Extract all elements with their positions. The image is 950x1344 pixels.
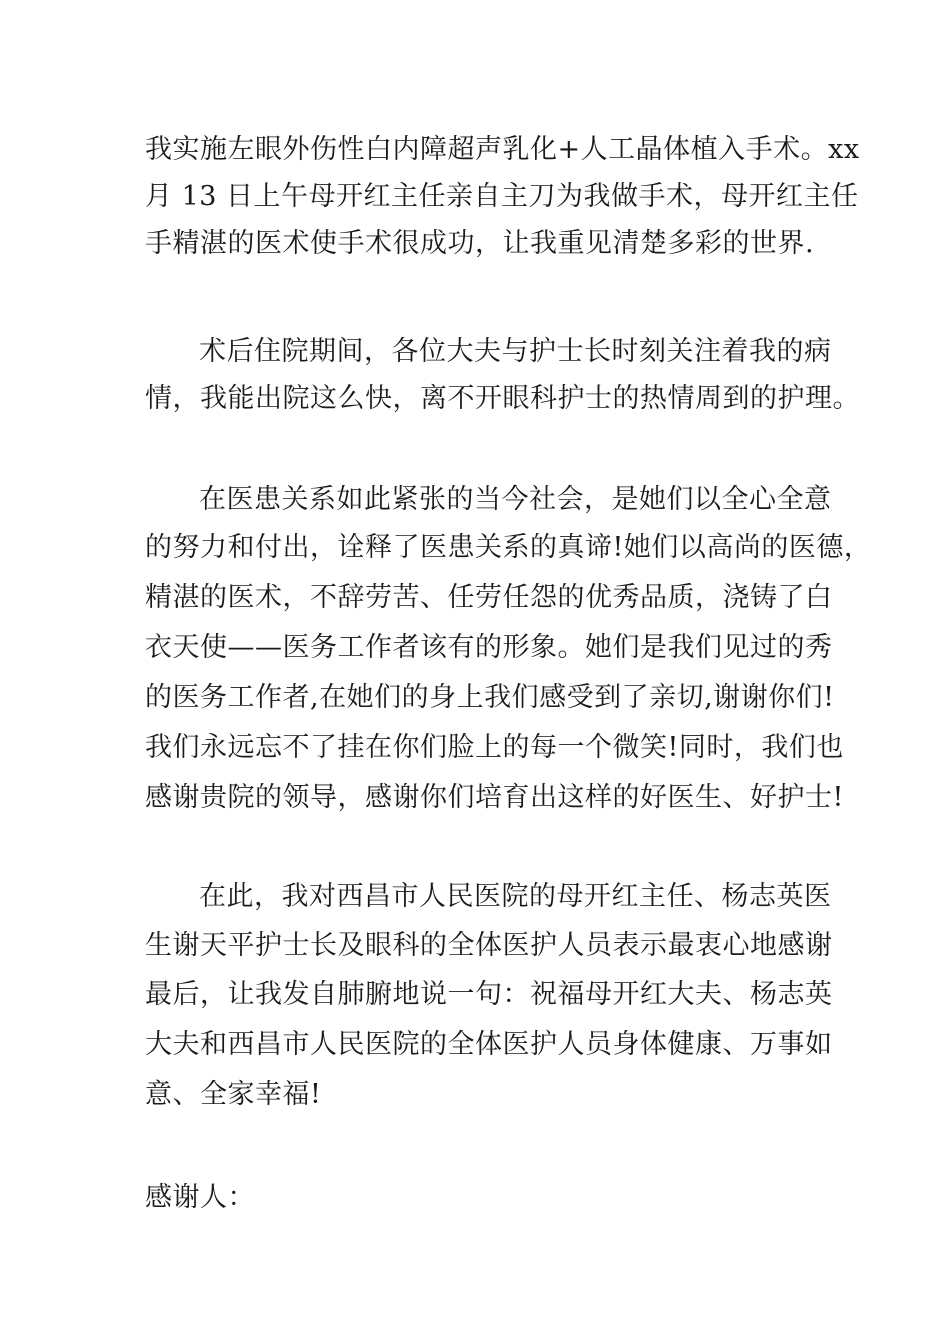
paragraph-3-line-2: 的努力和付出，诠释了医患关系的真谛!她们以高尚的医德，	[145, 532, 872, 563]
paragraph-1-line-1: 我实施左眼外伤性白内障超声乳化+人工晶体植入手术。xx	[145, 134, 860, 165]
paragraph-1-line-2: 月 13 日上午母开红主任亲自主刀为我做手术，母开红主任	[145, 181, 859, 212]
signature-label: 感谢人：	[145, 1182, 255, 1213]
paragraph-1-line-3: 手精湛的医术使手术很成功，让我重见清楚多彩的世界.	[145, 228, 815, 259]
paragraph-4-line-1: 在此，我对西昌市人民医院的母开红主任、杨志英医	[199, 881, 832, 912]
paragraph-3-line-1: 在医患关系如此紧张的当今社会，是她们以全心全意	[199, 484, 832, 515]
paragraph-3-line-4: 衣天使——医务工作者该有的形象。她们是我们见过的秀	[145, 632, 833, 663]
paragraph-3-line-5: 的医务工作者,在她们的身上我们感受到了亲切,谢谢你们!	[145, 682, 835, 713]
paragraph-3-line-7: 感谢贵院的领导，感谢你们培育出这样的好医生、好护士!	[145, 782, 844, 813]
paragraph-2-line-2: 情，我能出院这么快，离不开眼科护士的热情周到的护理。	[145, 383, 860, 414]
paragraph-4-line-4: 大夫和西昌市人民医院的全体医护人员身体健康、万事如	[145, 1029, 833, 1060]
paragraph-4-line-2: 生谢天平护士长及眼科的全体医护人员表示最衷心地感谢	[145, 930, 833, 961]
paragraph-3-line-3: 精湛的医术，不辞劳苦、任劳任怨的优秀品质，浇铸了白	[145, 582, 833, 613]
paragraph-4-line-5: 意、全家幸福!	[145, 1079, 322, 1110]
paragraph-4-line-3: 最后，让我发自肺腑地说一句：祝福母开红大夫、杨志英	[145, 979, 833, 1010]
paragraph-2-line-1: 术后住院期间，各位大夫与护士长时刻关注着我的病	[199, 336, 832, 367]
paragraph-3-line-6: 我们永远忘不了挂在你们脸上的每一个微笑!同时，我们也	[145, 732, 844, 763]
